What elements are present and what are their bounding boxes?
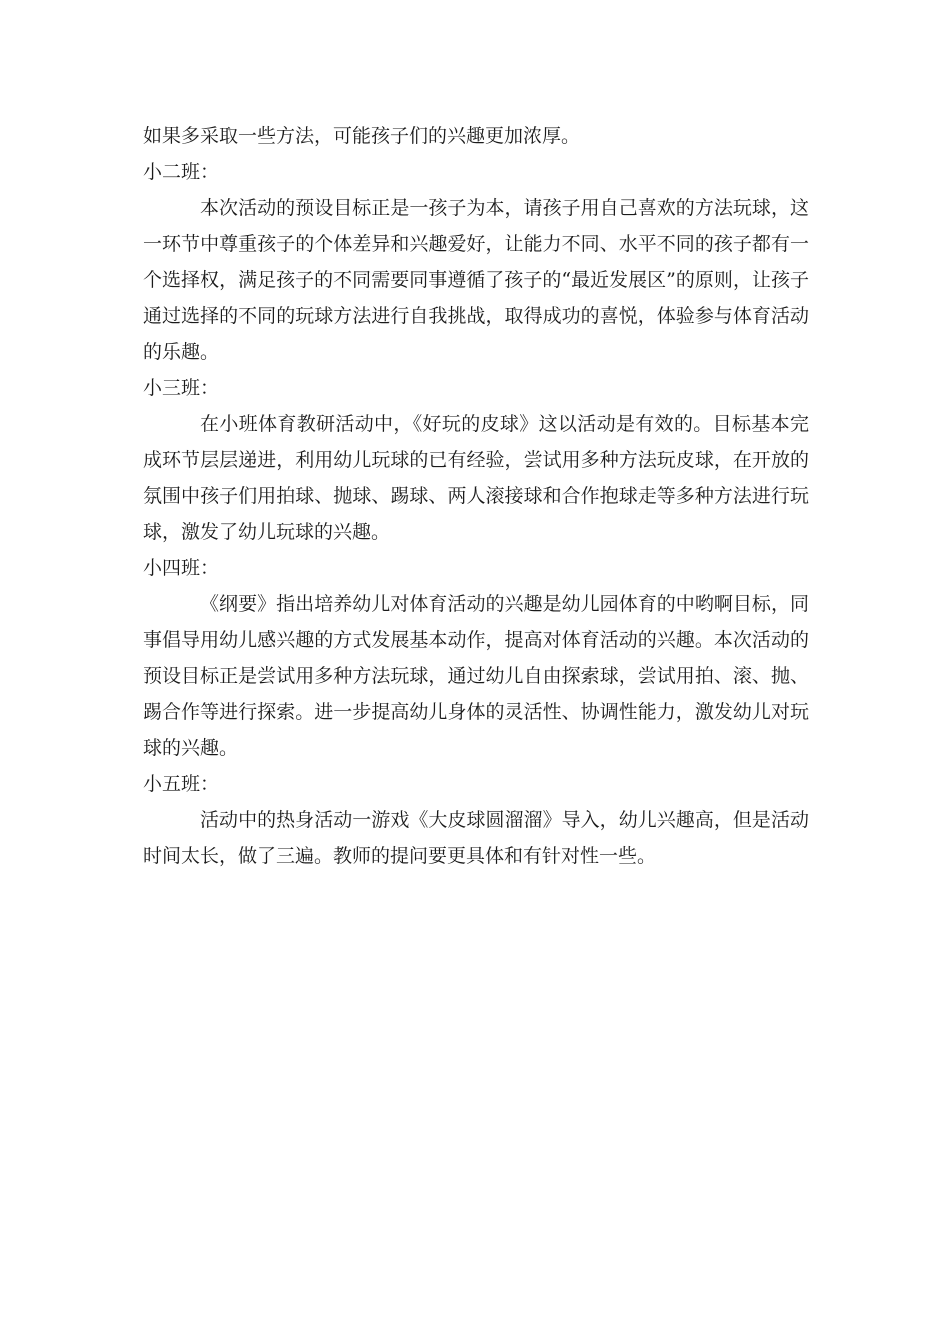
section-heading-class-3: 小三班： (143, 377, 220, 399)
section-body-class-3: 在小班体育教研活动中，《好玩的皮球》这以活动是有效的。目标基本完成环节层层递进，利用幼儿玩球的已有经验，尝试用多种方法玩皮球，在开放的氛围中孩子们用拍球、抛球、踢球、两人滚接球和合作抱球走等多种方法进行玩球，激发了幼儿玩球的兴趣。 (143, 413, 809, 543)
section-body-class-5: 活动中的热身活动一游戏《大皮球圆溜溜》导入，幼儿兴趣高，但是活动时间太长，做了三遍。教师的提问要更具体和有针对性一些。 (143, 809, 809, 867)
section-body-class-4: 《纲要》指出培养幼儿对体育活动的兴趣是幼儿园体育的中哟啊目标，同事倡导用幼儿感兴趣的方式发展基本动作，提高对体育活动的兴趣。本次活动的预设目标正是尝试用多种方法玩球，通过幼儿自由探索球，尝试用拍、滚、抛、踢合作等进行探索。进一步提高幼儿身体的灵活性、协调性能力，激发幼儿对玩球的兴趣。 (143, 593, 809, 759)
continuation-paragraph: 如果多采取一些方法，可能孩子们的兴趣更加浓厚。 (143, 125, 581, 147)
section-heading-class-5: 小五班： (143, 773, 220, 795)
document-body (143, 118, 809, 874)
section-heading-class-2: 小二班： (143, 161, 220, 183)
section-body-class-2: 本次活动的预设目标正是一孩子为本，请孩子用自己喜欢的方法玩球，这一环节中尊重孩子的个体差异和兴趣爱好，让能力不同、水平不同的孩子都有一个选择权，满足孩子的不同需要同事遵循了孩子的“最近发展区”的原则，让孩子通过选择的不同的玩球方法进行自我挑战，取得成功的喜悦，体验参与体育活动的乐趣。 (143, 197, 809, 363)
section-heading-class-4: 小四班： (143, 557, 220, 579)
